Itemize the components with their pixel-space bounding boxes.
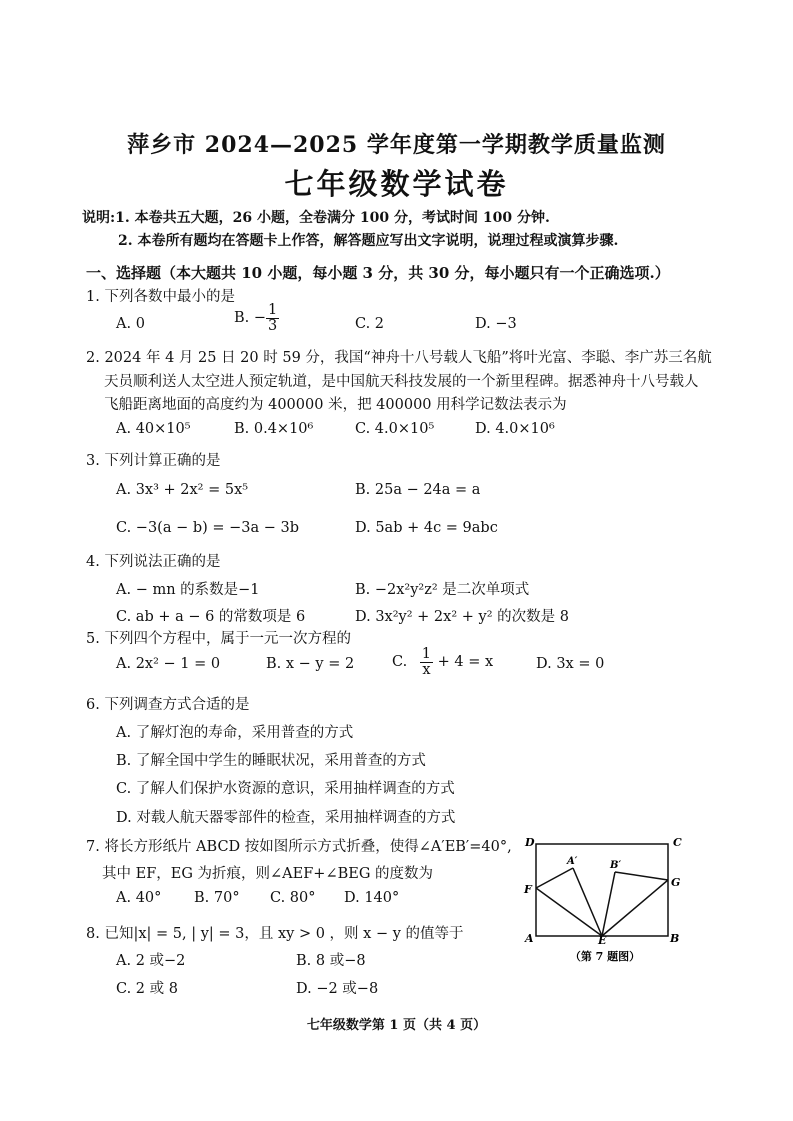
q5-option-d: D. 3x = 0: [536, 656, 605, 672]
q2-line-1: 2. 2024 年 4 月 25 日 20 时 59 分，我国“神舟十八号载人飞船”将叶光富、李聪、李广苏三名航: [86, 350, 712, 366]
q6-option-b: B. 了解全国中学生的睡眠状况，采用普查的方式: [116, 753, 426, 769]
q5-frac-den: x: [422, 661, 431, 678]
q3-option-d: D. 5ab + 4c = 9abc: [355, 520, 498, 536]
q4-option-c: C. ab + a − 6 的常数项是 6: [116, 609, 306, 625]
q6-option-d: D. 对载人航天器零部件的检查，采用抽样调查的方式: [116, 810, 456, 826]
q1-frac-den: 3: [268, 317, 278, 334]
q1-option-b: [234, 303, 279, 333]
segment-fa1: [536, 868, 573, 888]
q3-stem: 3. 下列计算正确的是: [86, 453, 221, 469]
q5-fraction: [420, 647, 433, 677]
label-d: D: [525, 836, 535, 849]
q6-stem: 6. 下列调查方式合适的是: [86, 697, 250, 713]
q2-option-b: B. 0.4×10⁶: [234, 421, 314, 437]
q7-figure: [520, 832, 690, 972]
page-footer: 七年级数学第 1 页（共 4 页）: [306, 1018, 487, 1033]
label-c: C: [673, 836, 682, 849]
q5-option-a: A. 2x² − 1 = 0: [116, 656, 221, 672]
q6-option-a: A. 了解灯泡的寿命，采用普查的方式: [116, 725, 354, 741]
q3-option-b: B. 25a − 24a = a: [355, 482, 481, 498]
q5-option-c-suffix: + 4 = x: [437, 654, 494, 670]
q4-option-a: A. − mn 的系数是−1: [116, 582, 260, 598]
label-g: G: [671, 876, 681, 889]
q8-option-a: A. 2 或−2: [116, 953, 186, 969]
q7-option-a: A. 40°: [116, 890, 162, 906]
q8-option-c: C. 2 或 8: [116, 981, 178, 997]
q5-frac-num: 1: [421, 646, 432, 662]
label-b: B: [670, 932, 680, 945]
q2-line-2: 天员顺利送人太空进人预定轨道，是中国航天科技发展的一个新里程碑。据悉神舟十八号载人: [104, 374, 699, 390]
q2-option-a: A. 40×10⁵: [116, 421, 191, 437]
exam-title: 萍乡市 2024—2025 学年度第一学期教学质量监测: [127, 132, 666, 158]
q8-stem: 8. 已知|x| = 5, | y| = 3，且 xy > 0 ，则 x − y 的值等于: [86, 926, 464, 942]
note-line-2: 2. 本卷所有题均在答题卡上作答，解答题应写出文字说明，说理过程或演算步骤.: [118, 233, 619, 249]
q2-line-3: 飞船距离地面的高度约为 400000 米，把 400000 用科学记数法表示为: [104, 397, 567, 413]
q2-option-c: C. 4.0×10⁵: [355, 421, 435, 437]
q1-option-c: C. 2: [355, 316, 385, 332]
q8-option-d: D. −2 或−8: [296, 981, 379, 997]
q1-option-a: A. 0: [116, 316, 145, 332]
q7-option-d: D. 140°: [344, 890, 400, 906]
label-b-prime: B′: [610, 860, 622, 871]
q5-option-c: [392, 647, 493, 677]
q1-option-d: D. −3: [475, 316, 517, 332]
segment-gb1: [615, 872, 668, 880]
q4-option-d: D. 3x²y² + 2x² + y² 的次数是 8: [355, 609, 569, 625]
q1-stem: 1. 下列各数中最小的是: [86, 289, 235, 305]
q3-option-c: C. −3(a − b) = −3a − 3b: [116, 520, 300, 536]
q2-option-d: D. 4.0×10⁶: [475, 421, 555, 437]
q1-fraction: [266, 303, 279, 333]
q8-option-b: B. 8 或−8: [296, 953, 366, 969]
label-e: E: [598, 934, 607, 947]
q1-option-b-prefix: B. −: [234, 310, 267, 326]
q4-option-b: B. −2x²y²z² 是二次单项式: [355, 582, 530, 598]
section-heading: 一、选择题（本大题共 10 小题，每小题 3 分，共 30 分，每小题只有一个正确选项.）: [86, 264, 670, 282]
q5-option-b: B. x − y = 2: [266, 656, 355, 672]
q7-option-c: C. 80°: [270, 890, 316, 906]
note-line-1: 说明:1. 本卷共五大题，26 小题，全卷满分 100 分，考试时间 100 分钟.: [82, 210, 550, 226]
exam-subtitle: 七年级数学试卷: [284, 167, 509, 201]
q6-option-c: C. 了解人们保护水资源的意识，采用抽样调查的方式: [116, 781, 455, 797]
q5-stem: 5. 下列四个方程中，属于一元一次方程的: [86, 631, 351, 647]
label-a-prime: A′: [567, 856, 578, 867]
rectangle-abcd: [536, 844, 668, 936]
figure-caption: （第 7 题图）: [569, 950, 641, 963]
q7-option-b: B. 70°: [194, 890, 240, 906]
q4-stem: 4. 下列说法正确的是: [86, 554, 221, 570]
label-f: F: [524, 883, 532, 896]
q5-option-c-prefix: C.: [392, 654, 408, 670]
q1-frac-num: 1: [268, 302, 278, 318]
q7-line-1: 7. 将长方形纸片 ABCD 按如图所示方式折叠，使得∠A′EB′=40°,: [86, 839, 512, 855]
q3-option-a: A. 3x³ + 2x² = 5x⁵: [116, 482, 249, 498]
label-a: A: [525, 932, 534, 945]
q7-line-2: 其中 EF，EG 为折痕，则∠AEF+∠BEG 的度数为: [102, 866, 434, 882]
